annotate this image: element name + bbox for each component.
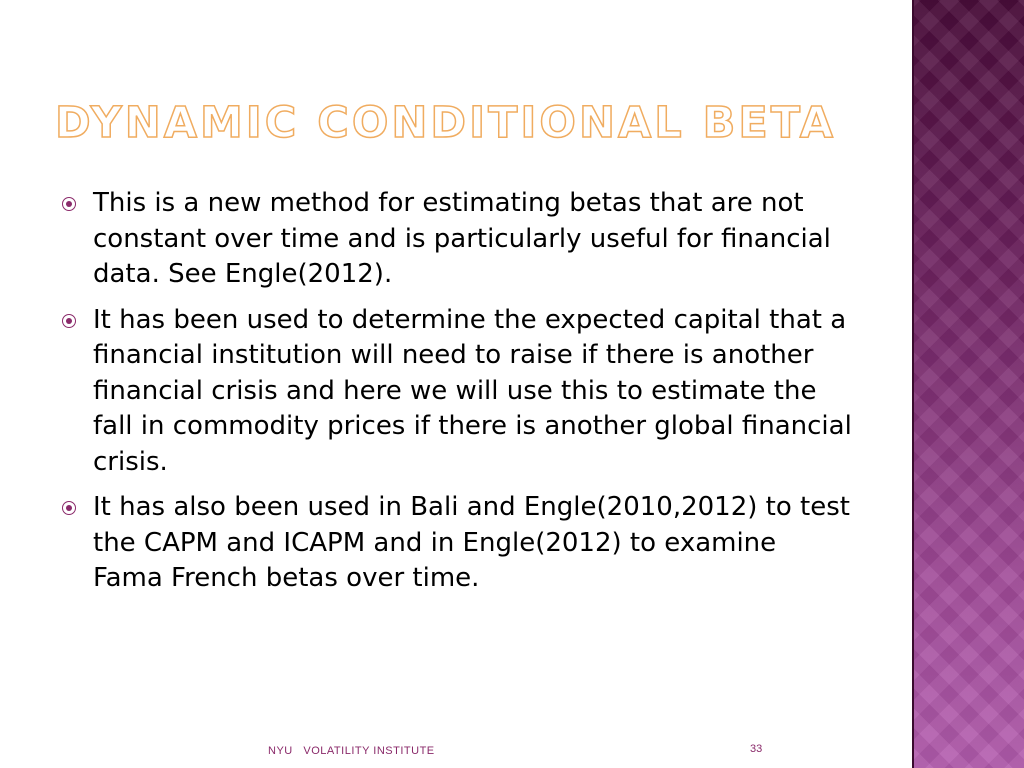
decorative-side-panel [912, 0, 1024, 768]
circled-dot-bullet-icon [62, 197, 76, 211]
bullet-item [62, 490, 852, 597]
bullet-item [62, 186, 852, 293]
slide-title: DYNAMIC CONDITIONAL BETA [55, 98, 837, 148]
bullet-text: It has also been used in Bali and Engle(2010,2012) to test the CAPM and ICAPM and in Engle(2012) to examine Fama French betas over time. [93, 492, 850, 593]
bullet-text: It has been used to determine the expected capital that a financial institution will need to raise if there is another financial crisis and here we will use this to estimate the fall in commodity prices if there is another global financial crisis. [93, 304, 852, 477]
footer-text: NYU VOLATILITY INSTITUTE [268, 745, 435, 757]
bullet-text: This is a new method for estimating betas that are not constant over time and is particularly useful for financial data. See Engle(2012). [93, 188, 831, 289]
bullet-list [62, 186, 852, 607]
circled-dot-bullet-icon [62, 314, 76, 328]
circled-dot-bullet-icon [62, 501, 76, 515]
slide-number: 33 [750, 743, 763, 755]
bullet-item [62, 303, 852, 481]
